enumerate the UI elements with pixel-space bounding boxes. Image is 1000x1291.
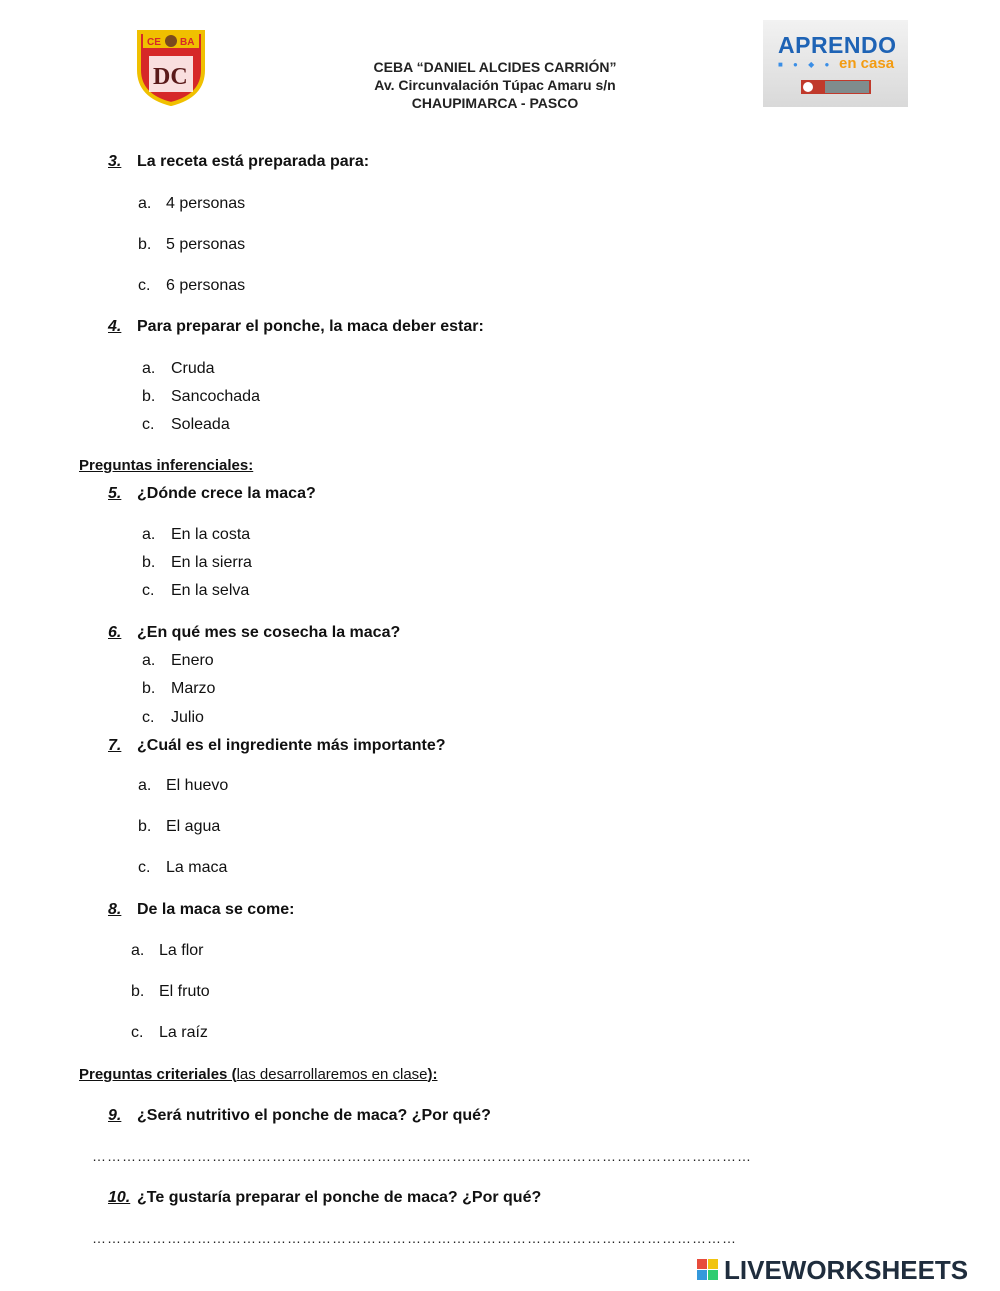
section-criterial-bold-start: Preguntas criteriales (	[79, 1066, 237, 1083]
option-letter: b.	[142, 554, 156, 571]
question-number: 6.	[108, 624, 122, 641]
option-letter: c.	[142, 709, 155, 726]
section-criterial-heading	[79, 1066, 438, 1083]
liveworksheets-brand: LIVEWORKSHEETS	[724, 1255, 969, 1285]
option-text: 6 personas	[166, 277, 246, 294]
option-text: Sancochada	[171, 388, 260, 405]
question-text: La receta está preparada para:	[137, 153, 370, 170]
question-text: ¿Dónde crece la maca?	[137, 485, 316, 502]
section-inferential-heading: Preguntas inferenciales:	[79, 457, 254, 474]
option-text: El fruto	[159, 983, 210, 1000]
school-address: Av. Circunvalación Túpac Amaru s/n	[374, 77, 616, 93]
option-text: La maca	[166, 859, 228, 876]
option-text: Julio	[171, 709, 204, 726]
option-letter: a.	[142, 360, 156, 377]
question-text: ¿Será nutritivo el ponche de maca? ¿Por qué?	[137, 1107, 491, 1124]
aprendo-en-casa-logo	[763, 20, 908, 107]
question-text: ¿Cuál es el ingrediente más importante?	[137, 737, 446, 754]
option-letter: b.	[138, 818, 152, 835]
option-letter: c.	[138, 277, 151, 294]
question-number: 5.	[108, 485, 122, 502]
liveworksheets-icon	[697, 1259, 719, 1281]
school-name: CEBA “DANIEL ALCIDES CARRIÓN”	[373, 59, 617, 75]
aprendo-dots: ■ ● ◆ ●	[778, 60, 834, 69]
question-number: 8.	[108, 901, 122, 918]
option-text: En la selva	[171, 582, 250, 599]
option-letter: a.	[142, 652, 156, 669]
aprendo-subtitle: en casa	[839, 55, 895, 72]
answer-line-10[interactable]: …………………………………………………………………………………………………………………	[92, 1230, 737, 1246]
question-number: 7.	[108, 737, 122, 754]
question-number: 10.	[108, 1189, 131, 1206]
aprendo-title: APRENDO	[778, 32, 897, 58]
option-letter: a.	[142, 526, 156, 543]
option-text: Marzo	[171, 680, 216, 697]
option-text: Soleada	[171, 416, 230, 433]
question-number: 3.	[108, 153, 122, 170]
svg-text:DC: DC	[153, 64, 188, 90]
question-text: Para preparar el ponche, la maca deber estar:	[137, 318, 484, 335]
option-text: 5 personas	[166, 236, 246, 253]
question-number: 9.	[108, 1107, 122, 1124]
option-text: En la sierra	[171, 554, 252, 571]
school-header	[300, 58, 690, 112]
option-text: 4 personas	[166, 195, 246, 212]
option-text: La flor	[159, 942, 204, 959]
option-letter: a.	[138, 777, 152, 794]
option-text: En la costa	[171, 526, 251, 543]
option-letter: c.	[138, 859, 151, 876]
svg-text:CE: CE	[147, 37, 161, 48]
option-letter: b.	[138, 236, 152, 253]
option-letter: a.	[138, 195, 152, 212]
option-text: El agua	[166, 818, 221, 835]
option-letter: b.	[142, 680, 156, 697]
option-letter: b.	[131, 983, 145, 1000]
section-criterial-note: las desarrollaremos en clase	[236, 1066, 428, 1083]
svg-text:BA: BA	[180, 37, 195, 48]
peru-shield-icon	[803, 82, 813, 92]
option-text: La raíz	[159, 1024, 208, 1041]
option-letter: b.	[142, 388, 156, 405]
question-text: ¿Te gustaría preparar el ponche de maca? ¿Por qué?	[137, 1189, 542, 1206]
question-text: De la maca se come:	[137, 901, 295, 918]
option-text: Enero	[171, 652, 214, 669]
option-text: El huevo	[166, 777, 229, 794]
question-number: 4.	[108, 318, 122, 335]
option-letter: a.	[131, 942, 145, 959]
option-letter: c.	[131, 1024, 144, 1041]
section-criterial-bold-end: ):	[427, 1066, 438, 1083]
question-text: ¿En qué mes se cosecha la maca?	[137, 624, 401, 641]
option-letter: c.	[142, 416, 155, 433]
school-city: CHAUPIMARCA - PASCO	[411, 95, 579, 111]
answer-line-9[interactable]: ……………………………………………………………………………………………………………………	[92, 1148, 752, 1164]
option-letter: c.	[142, 582, 155, 599]
ceba-crest-logo	[135, 26, 207, 106]
option-text: Cruda	[171, 360, 215, 377]
